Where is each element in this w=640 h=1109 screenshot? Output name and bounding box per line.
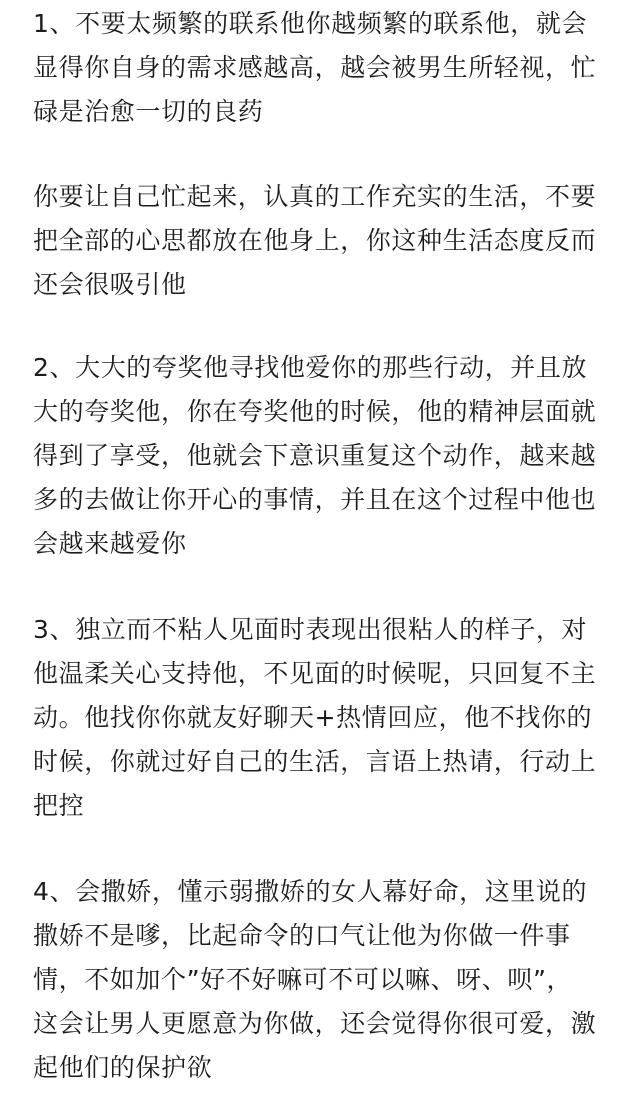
text-line: 时候，你就过好自己的生活，言语上热请，行动上	[33, 747, 597, 776]
text-line: 3、独立而不粘人见面时表现出很粘人的样子，对	[33, 615, 588, 644]
text-line: 情，不如加个”好不好嘛可不可以嘛、呀、呗”，	[33, 965, 573, 994]
text-line: 多的去做让你开心的事情，并且在这个过程中他也	[33, 485, 597, 514]
text-line: 4、会撒娇，懂示弱撒娇的女人幕好命，这里说的	[33, 877, 588, 906]
text-line: 2、大大的夸奖他寻找他爱你的那些行动，并且放	[33, 353, 588, 382]
text-line: 动。他找你你就友好聊天+热情回应，他不找你的	[33, 703, 593, 732]
paragraph-tip-2	[33, 346, 621, 566]
text-line: 这会让男人更愿意为你做，还会觉得你很可爱，激	[33, 1009, 597, 1038]
text-line: 他温柔关心支持他，不见面的时候呢，只回复不主	[33, 659, 597, 688]
paragraph-tip-1	[33, 2, 621, 134]
text-line: 显得你自身的需求感越高，越会被男生所轻视，忙	[33, 53, 597, 82]
text-line: 撒娇不是嗲，比起命令的口气让他为你做一件事	[33, 921, 571, 950]
text-line: 大的夸奖他，你在夸奖他的时候，他的精神层面就	[33, 397, 597, 426]
text-line: 得到了享受，他就会下意识重复这个动作，越来越	[33, 441, 597, 470]
paragraph-tip-4	[33, 870, 621, 1090]
text-line: 还会很吸引他	[33, 270, 187, 299]
text-line: 起他们的保护欲	[33, 1053, 213, 1082]
text-line: 把全部的心思都放在他身上，你这种生活态度反而	[33, 226, 597, 255]
paragraph-tip-1-followup	[33, 175, 621, 307]
text-line: 会越来越爱你	[33, 529, 187, 558]
text-line: 碌是治愈一切的良药	[33, 97, 264, 126]
text-line: 把控	[33, 791, 85, 820]
text-line: 1、不要太频繁的联系他你越频繁的联系他，就会	[33, 9, 588, 38]
paragraph-tip-3	[33, 608, 621, 828]
text-line: 你要让自己忙起来，认真的工作充实的生活，不要	[33, 182, 597, 211]
